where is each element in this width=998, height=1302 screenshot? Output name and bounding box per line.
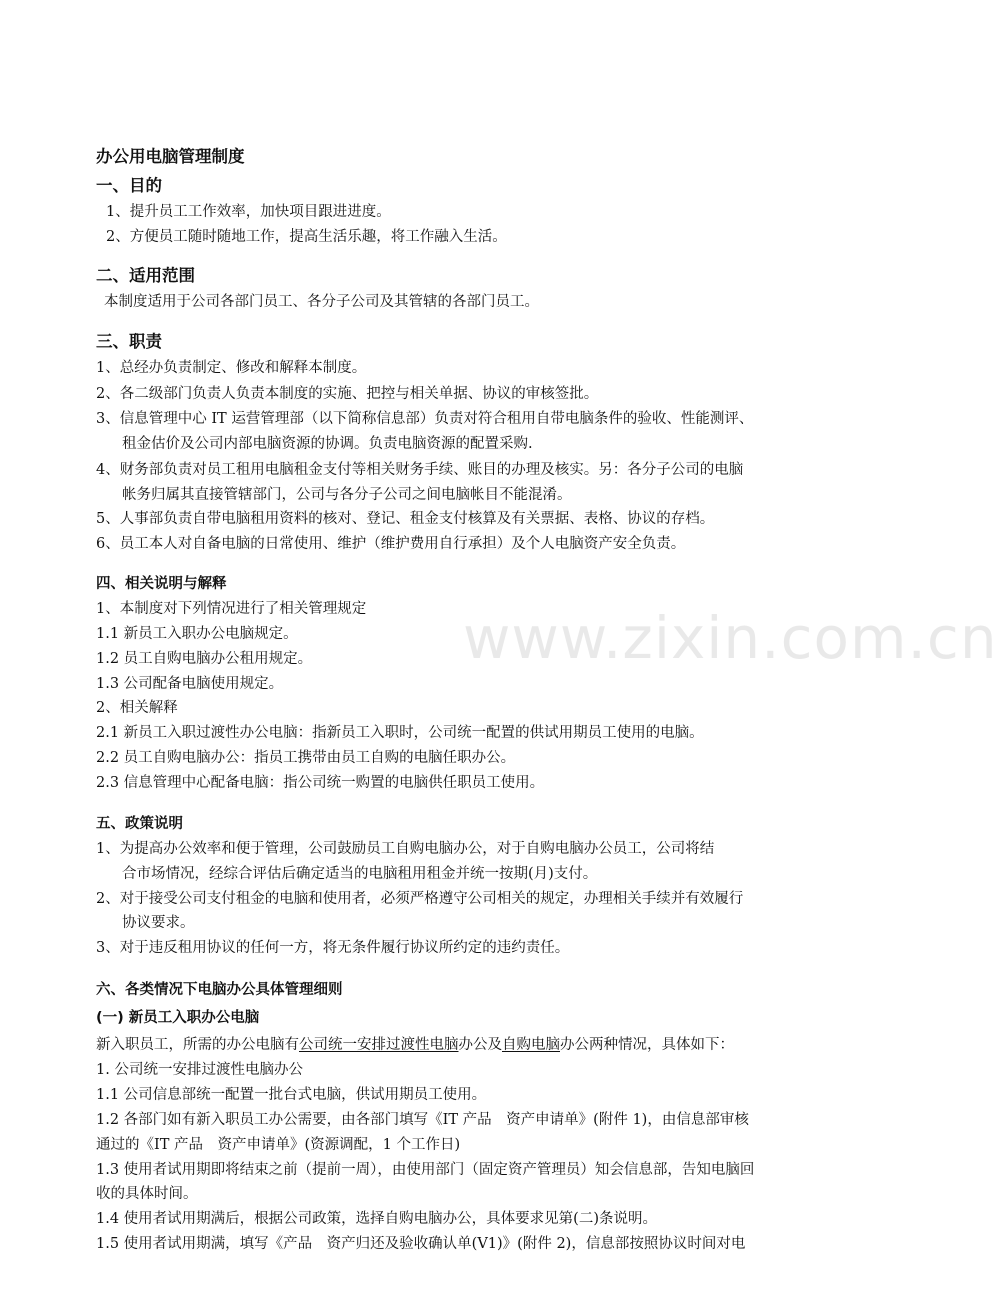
watermark: www.zixin.com.cn [463, 604, 998, 672]
duty-line: 2、各二级部门负责人负责本制度的实施、把控与相关单据、协议的审核签批。 [96, 386, 599, 402]
rules-line: 1.2 各部门如有新入职员工办公需要，由各部门填写《IT 产品 资产申请单》(附件 1)，由信息部审核 [96, 1112, 749, 1128]
section-heading-policy: 五、政策说明 [96, 816, 183, 832]
section-heading-scope: 二、适用范围 [96, 266, 195, 285]
purpose-item: 1、提升员工工作效率，加快项目跟进进度。 [106, 204, 391, 220]
duty-line: 5、人事部负责自带电脑租用资料的核对、登记、租金支付核算及有关票据、表格、协议的存档。 [96, 511, 715, 527]
rules-intro-part: 办公两种情况，具体如下： [560, 1037, 734, 1053]
rules-line: 收的具体时间。 [96, 1186, 198, 1202]
rules-line: 1.1 公司信息部统一配置一批台式电脑，供试用期员工使用。 [96, 1087, 487, 1103]
explanation-line: 2.3 信息管理中心配备电脑：指公司统一购置的电脑供任职员工使用。 [96, 775, 545, 791]
scope-text: 本制度适用于公司各部门员工、各分子公司及其管辖的各部门员工。 [104, 294, 539, 310]
underlined-term: 自购电脑 [502, 1037, 560, 1053]
policy-line: 3、对于违反租用协议的任何一方，将无条件履行协议所约定的违约责任。 [96, 940, 570, 956]
policy-line: 协议要求。 [122, 915, 195, 931]
rules-line: 通过的《IT 产品 资产申请单》(资源调配，1 个工作日) [96, 1137, 461, 1153]
duty-line: 4、财务部负责对员工租用电脑租金支付等相关财务手续、账目的办理及核实。另：各分子公司的电脑 [96, 462, 744, 478]
explanation-line: 1.2 员工自购电脑办公租用规定。 [96, 651, 313, 667]
duty-line: 6、员工本人对自备电脑的日常使用、维护（维护费用自行承担）及个人电脑资产安全负责。 [96, 536, 686, 552]
document-title: 办公用电脑管理制度 [96, 147, 245, 166]
rules-line: 1. 公司统一安排过渡性电脑办公 [96, 1062, 303, 1078]
duty-line: 1、总经办负责制定、修改和解释本制度。 [96, 360, 367, 376]
policy-line: 1、为提高办公效率和便于管理，公司鼓励员工自购电脑办公，对于自购电脑办公员工，公司将结 [96, 841, 715, 857]
explanation-line: 1.1 新员工入职办公电脑规定。 [96, 626, 298, 642]
underlined-term: 公司统一安排过渡性电脑 [299, 1037, 459, 1053]
section-heading-purpose: 一、目的 [96, 176, 162, 195]
rules-line: 1.5 使用者试用期满，填写《产品 资产归还及验收确认单(V1)》(附件 2)，信息部按照协议时间对电 [96, 1236, 746, 1252]
rules-line: 1.4 使用者试用期满后，根据公司政策，选择自购电脑办公，具体要求见第(二)条说明。 [96, 1211, 657, 1227]
purpose-item: 2、方便员工随时随地工作，提高生活乐趣，将工作融入生活。 [106, 229, 507, 245]
rules-intro-part: 新入职员工，所需的办公电脑有 [96, 1037, 299, 1053]
duty-line: 3、信息管理中心 IT 运营管理部（以下简称信息部）负责对符合租用自带电脑条件的验收、性能测评、 [96, 411, 754, 427]
explanation-line: 1.3 公司配备电脑使用规定。 [96, 676, 284, 692]
explanation-line: 2.2 员工自购电脑办公：指员工携带由员工自购的电脑任职办公。 [96, 750, 516, 766]
duty-line: 帐务归属其直接管辖部门，公司与各分子公司之间电脑帐目不能混淆。 [122, 487, 572, 503]
rules-intro [96, 1035, 734, 1055]
explanation-line: 1、本制度对下列情况进行了相关管理规定 [96, 601, 367, 617]
policy-line: 合市场情况，经综合评估后确定适当的电脑租用租金并统一按期(月)支付。 [122, 866, 598, 882]
section-heading-duties: 三、职责 [96, 332, 162, 351]
duty-line: 租金估价及公司内部电脑资源的协调。负责电脑资源的配置采购. [122, 436, 533, 452]
policy-line: 2、对于接受公司支付租金的电脑和使用者，必须严格遵守公司相关的规定，办理相关手续并有效履行 [96, 891, 744, 907]
rules-intro-part: 办公及 [458, 1037, 502, 1053]
section-heading-explanation: 四、相关说明与解释 [96, 576, 227, 592]
subsection-heading-new-staff: (一) 新员工入职办公电脑 [96, 1010, 260, 1026]
section-heading-rules: 六、各类情况下电脑办公具体管理细则 [96, 982, 343, 998]
explanation-line: 2、相关解释 [96, 700, 178, 716]
explanation-line: 2.1 新员工入职过渡性办公电脑：指新员工入职时，公司统一配置的供试用期员工使用的电脑。 [96, 725, 704, 741]
rules-line: 1.3 使用者试用期即将结束之前（提前一周），由使用部门（固定资产管理员）知会信息部，告知电脑回 [96, 1162, 755, 1178]
